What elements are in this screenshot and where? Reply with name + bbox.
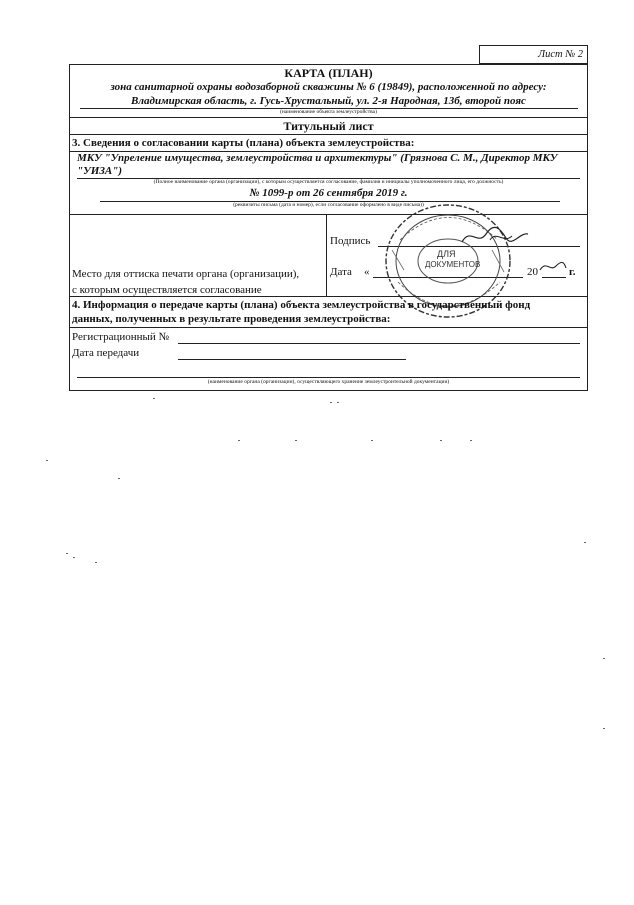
scan-speck <box>337 402 339 403</box>
section4-heading-line2: данных, полученных в результате проведения землеустройства: <box>72 313 391 325</box>
handwritten-signature-icon <box>460 222 530 248</box>
reg-number-label: Регистрационный № <box>72 331 170 343</box>
date-label: Дата <box>330 266 352 278</box>
scan-speck <box>470 440 472 441</box>
scan-speck <box>118 478 120 479</box>
scan-speck <box>238 440 240 441</box>
handwritten-date-scribble-icon <box>538 258 568 276</box>
scan-speck <box>440 440 442 441</box>
stamp-center-line1: ДЛЯ <box>437 249 456 259</box>
form-subtitle-line1: зона санитарной охраны водозаборной скважины № 6 (19849), расположенной по адресу: <box>110 81 547 93</box>
section3-org-caption: (Полное наименование органа (организации), с которым осуществляется согласование, фамилия и инициалы уполномоченного лица, его должность) <box>153 179 504 185</box>
scan-speck <box>330 402 332 403</box>
section4-top-line <box>69 296 588 297</box>
section4-org-caption: (наименование органа (организации), осуществляющего хранение землеустроительной документации) <box>207 379 450 385</box>
section4-heading-line1: 4. Информация о передаче карты (плана) объекта землеустройства в государственный фонд <box>72 299 531 311</box>
date-year-prefix: 20 <box>527 266 538 278</box>
year-line <box>542 277 566 278</box>
stamp-center-line2: ДОКУМЕНТОВ <box>425 260 481 269</box>
scan-speck <box>371 440 373 441</box>
date-year-suffix: г. <box>569 266 576 278</box>
scan-speck <box>603 658 605 659</box>
section3-org-line1: МКУ "Упреление имущества, землеустройства и архитектуры" (Грязнова С. М., Директор МКУ <box>77 152 558 164</box>
stamp-place-line2: с которым осуществляется согласование <box>72 284 262 296</box>
section4-heading-bottom <box>69 327 588 328</box>
scan-speck <box>73 557 75 558</box>
title-row-top <box>69 117 588 118</box>
scan-speck <box>95 562 97 563</box>
section3-letter-caption: (реквизиты письма (дата и номер), если согласование оформлено в виде письма)) <box>233 202 424 208</box>
date-quote: « <box>364 266 370 278</box>
signature-label: Подпись <box>330 235 371 247</box>
scan-speck <box>603 728 605 729</box>
stamp-place-line1: Место для оттиска печати органа (организации), <box>72 268 300 280</box>
stamp-place-divider <box>326 214 327 296</box>
section3-org-line2: "УИЗА") <box>77 165 123 177</box>
storage-org-line <box>77 377 580 378</box>
section3-heading: 3. Сведения о согласовании карты (плана) объекта землеустройства: <box>72 137 415 149</box>
title-row-bottom <box>69 134 588 135</box>
reg-number-line <box>178 343 580 344</box>
scan-speck <box>66 553 68 554</box>
sheet-label: Лист № 2 <box>537 49 583 60</box>
scan-speck <box>295 440 297 441</box>
form-subtitle-line2: Владимирская область, г. Гусь-Хрустальный, ул. 2-я Народная, 13б, второй пояс <box>131 95 526 107</box>
scan-speck <box>584 542 586 543</box>
object-caption: (наименование объекта землеустройства) <box>280 109 377 115</box>
sheet-label-box <box>479 45 588 64</box>
scan-speck <box>153 398 155 399</box>
section-title: Титульный лист <box>283 119 374 133</box>
section3-letter-details: № 1099-р от 26 сентября 2019 г. <box>249 187 408 199</box>
scan-speck <box>46 460 48 461</box>
transfer-date-line <box>178 359 406 360</box>
form-title: КАРТА (ПЛАН) <box>284 66 373 80</box>
transfer-date-label: Дата передачи <box>72 347 140 359</box>
